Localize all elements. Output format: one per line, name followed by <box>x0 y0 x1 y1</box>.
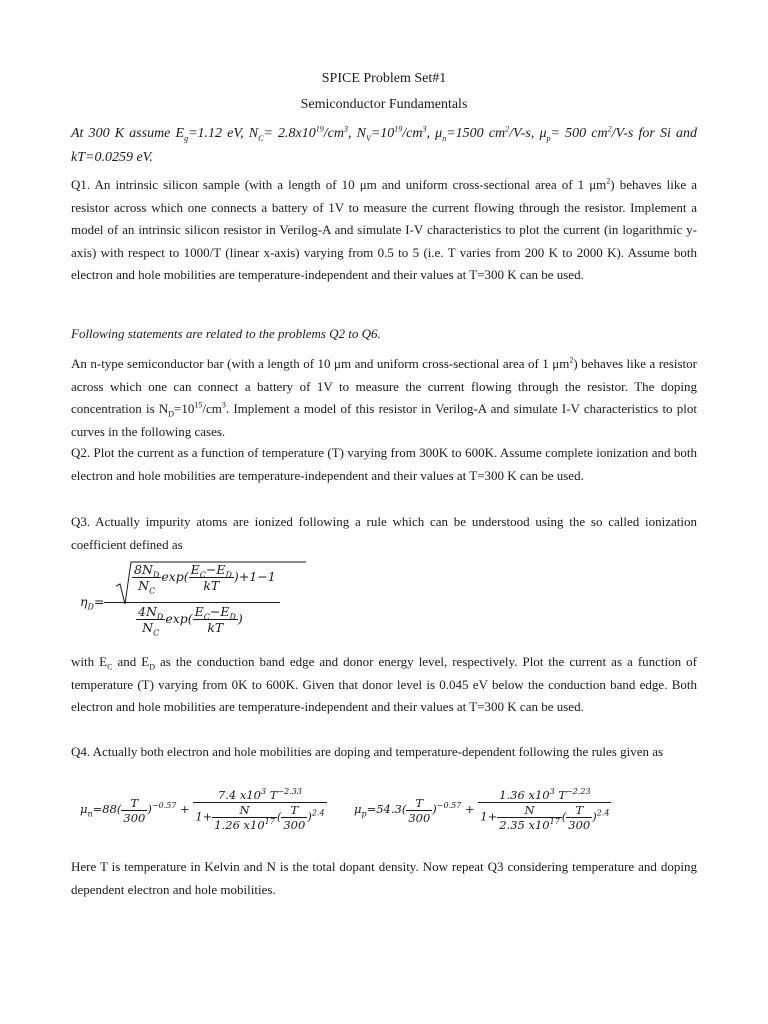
with-paragraph: with $E_C$ and $E_D$ as the conduction band edge and donor energy level, respectively. Plot the current as a function of temperature (T) varying from 0K to 600K. Given that donor level is 0.045 eV below the conduction band edge. Both electron and hole mobilities are temperature-independent and their values at T=300 K can be used. <box>71 654 697 714</box>
following-statement: Following statements are related to the problems Q2 to Q6. <box>71 326 381 341</box>
ionization-equation: $\eta_D=$ $\frac{8N_D}{N_C}$ exp( $\frac{E_C-E_D}{kT}$ )+1−1 $\frac{4N_D}{N_C}$ exp( $\frac{E_C-E_D}{kT}$ ) <box>80 556 300 650</box>
hole-mobility-equation: $\mu_p=54.3$( $\frac{T}{300}$ )$^{-0.57}$ + 1.36 $x10^3$ $T^{-2.23}$ 1+ $\frac{N}{2.35 x10^{17}}$ ( $\frac{T}{300}$ )$^{2.4}$ <box>354 787 610 832</box>
denominator-expression: $\frac{4N_D}{N_C}$ exp( $\frac{E_C-E_D}{kT}$ ) <box>138 604 243 638</box>
electron-mobility-equation: $\mu_n=88$( $\frac{T}{300}$ )$^{-0.57}$ + 7.4 $x10^3$ $T^{-2.33}$ 1+ $\frac{N}{1.26 x10^{17}}$ ( $\frac{T}{300}$ )$^{2.4}$ <box>80 787 325 832</box>
ntype-paragraph: An n-type semiconductor bar (with a length of 10 μm and uniform cross-sectional area of 1 $\mu m^2$) behaves like a resistor across which one can connect a battery of 1V to measure the current flowing through the resistor. The doping concentration is $N_D=10^{15}/cm^3$. Implement a model of this resistor in Verilog-A and simulate I-V characteristics to plot curves in the following cases. <box>71 355 697 439</box>
question-2: Q2. Plot the current as a function of temperature (T) varying from 300K to 600K. Assume complete ionization and both electron and hole mobilities are temperature-independent and their values at T=300 K can be used. <box>71 445 697 483</box>
question-3: Q3. Actually impurity atoms are ionized following a rule which can be understood using the so called ionization coefficient defined as <box>71 514 697 552</box>
numerator-expression: $\frac{8N_D}{N_C}$ exp( $\frac{E_C-E_D}{kT}$ )+1−1 <box>134 562 276 596</box>
givens-paragraph: At 300 K assume $E_g=1.12$ eV, $N_C= 2.8x10^{19}/cm^3$, $N_V=10^{19}/cm^3$, $\mu_n=1500$ $cm^2/V-s$, $\mu_p= 500$ $cm^2/V-s$ for Si and kT=0.0259 eV. <box>71 124 697 165</box>
main-fraction-bar <box>104 602 280 603</box>
page-subtitle: Semiconductor Fundamentals <box>300 97 468 112</box>
question-4: Q4. Actually both electron and hole mobilities are doping and temperature-dependent following the rules given as <box>71 744 664 759</box>
here-paragraph: Here T is temperature in Kelvin and N is the total dopant density. Now repeat Q3 considering temperature and doping dependent electron and hole mobilities. <box>71 859 697 897</box>
page-title: SPICE Problem Set#1 <box>321 71 447 86</box>
question-1: Q1. An intrinsic silicon sample (with a length of 10 μm and uniform cross-sectional area of 1 $\mu m^2$) behaves like a resistor across which one connects a battery of 1V to measure the current flowing through the resistor. Implement a model of an intrinsic silicon resistor in Verilog-A and simulate I-V characteristics to plot the current (in logarithmic y-axis) with respect to 1000/T (linear x-axis) varying from 0.5 to 5 (i.e. T varies from 200 K to 2000 K). Assume both electron and hole mobilities are temperature-independent and their values at T=300 K can be used. <box>71 176 697 282</box>
